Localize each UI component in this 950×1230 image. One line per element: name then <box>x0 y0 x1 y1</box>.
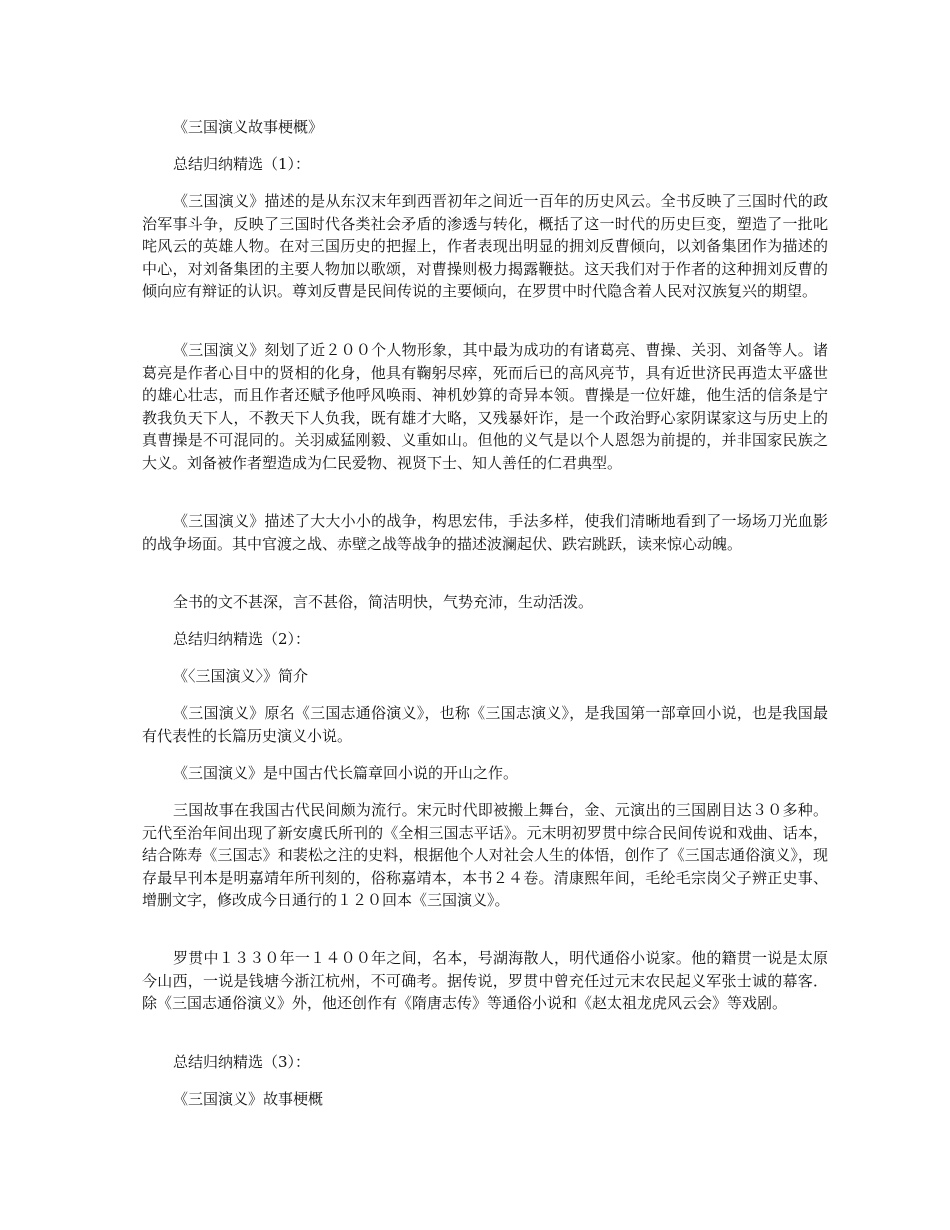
body-paragraph: 罗贯中１３３０年一１４００年之间，名本，号湖海散人，明代通俗小说家。他的籍贯一说是太原今山西，一说是钱塘今浙江杭州，不可确考。据传说，罗贯中曾充任过元末农民起义军张士诚的幕客．除《三国志通俗演义》外，他还创作有《隋唐志传》等通俗小说和《赵太祖龙虎风云会》等戏剧。 <box>142 949 828 1012</box>
body-paragraph: 《三国演义》描述了大大小小的战争，构思宏伟，手法多样，使我们清晰地看到了一场场刀光血影的战争场面。其中官渡之战、赤壁之战等战争的描述波澜起伏、跌宕跳跃，读来惊心动魄。 <box>142 512 828 553</box>
subsection-title: 《〈三国演义〉》简介 <box>173 667 309 685</box>
section-heading-1: 总结归纳精选（1）： <box>173 155 311 173</box>
body-paragraph: 《三国演义》刻划了近２００个人物形象，其中最为成功的有诸葛亮、曹操、关羽、刘备等人。诸葛亮是作者心目中的贤相的化身，他具有鞠躬尽瘁，死而后已的高风亮节，具有近世济民再造太平盛世的雄心壮志，而且作者还赋予他呼风唤雨、神机妙算的奇异本领。曹操是一位奸雄，他生活的信条是宁教我负天下人，不教天下人负我，既有雄才大略，又残暴奸诈，是一个政治野心家阴谋家这与历史上的真曹操是不可混同的。关羽威猛刚毅、义重如山。但他的义气是以个人恩怨为前提的，并非国家民族之大义。刘备被作者塑造成为仁民爱物、视贤下士、知人善任的仁君典型。 <box>142 341 828 472</box>
body-paragraph: 《三国演义》是中国古代长篇章回小说的开山之作。 <box>173 764 519 782</box>
section-heading-2: 总结归纳精选（2）： <box>173 630 311 648</box>
body-paragraph: 《三国演义》描述的是从东汉末年到西晋初年之间近一百年的历史风云。全书反映了三国时代的政治军事斗争，反映了三国时代各类社会矛盾的渗透与转化，概括了这一时代的历史巨变，塑造了一批叱咤风云的英雄人物。在对三国历史的把握上，作者表现出明显的拥刘反曹倾向，以刘备集团作为描述的中心，对刘备集团的主要人物加以歌颂，对曹操则极力揭露鞭挞。这天我们对于作者的这种拥刘反曹的倾向应有辩证的认识。尊刘反曹是民间传说的主要倾向，在罗贯中时代隐含着人民对汉族复兴的期望。 <box>142 192 828 300</box>
body-paragraph: 三国故事在我国古代民间颇为流行。宋元时代即被搬上舞台，金、元演出的三国剧目达３０多种。元代至治年间出现了新安虞氏所刊的《全相三国志平话》。元末明初罗贯中综合民间传说和戏曲、话本，结合陈寿《三国志》和裴松之注的史料，根据他个人对社会人生的体悟，创作了《三国志通俗演义》，现存最早刊本是明嘉靖年所刊刻的，俗称嘉靖本，本书２４卷。清康熙年间，毛纶毛宗岗父子辨正史事、增删文字，修改成今日通行的１２０回本《三国演义》。 <box>142 801 828 909</box>
body-paragraph: 全书的文不甚深，言不甚俗，简洁明快，气势充沛，生动活泼。 <box>173 593 594 611</box>
document-title: 《三国演义故事梗概》 <box>173 118 324 136</box>
section-heading-3: 总结归纳精选（3）： <box>173 1053 311 1071</box>
subsection-title: 《三国演义》故事梗概 <box>173 1090 324 1108</box>
body-paragraph: 《三国演义》原名《三国志通俗演义》，也称《三国志演义》，是我国第一部章回小说，也是我国最有代表性的长篇历史演义小说。 <box>142 704 828 745</box>
